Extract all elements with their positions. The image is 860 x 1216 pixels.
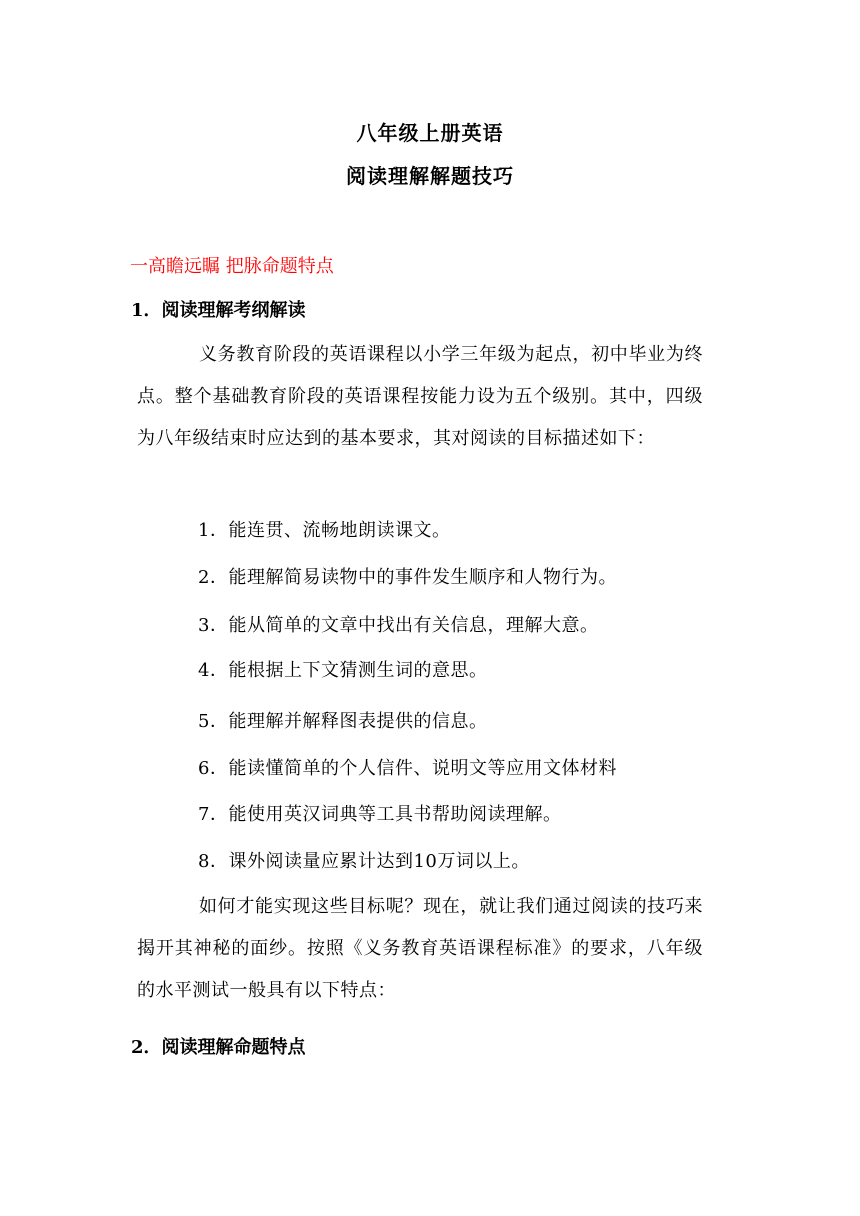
list-item: 7．能使用英汉词典等工具书帮助阅读理解。 [198,804,562,825]
list-item: 2．能理解简易读物中的事件发生顺序和人物行为。 [198,567,617,588]
document-subtitle: 阅读理解解题技巧 [346,164,514,188]
list-item: 8．课外阅读量应累计达到10万词以上。 [198,851,530,872]
list-item: 6．能读懂简单的个人信件、说明文等应用文体材料 [198,758,617,779]
list-item: 4．能根据上下文猜测生词的意思。 [198,660,488,681]
subheading-question-features: 2．阅读理解命题特点 [131,1037,306,1058]
document-title: 八年级上册英语 [356,121,504,145]
list-item: 3．能从简单的文章中找出有关信息，理解大意。 [198,615,599,636]
list-item: 5．能理解并解释图表提供的信息。 [198,711,488,732]
section-heading: 一高瞻远瞩 把脉命题特点 [130,256,334,277]
subheading-outline-interpretation: 1．阅读理解考纲解读 [131,300,306,321]
intro-paragraph: 义务教育阶段的英语课程以小学三年级为起点，初中毕业为终点。整个基础教育阶段的英语课程按能力设为五个级别。其中，四级为八年级结束时应达到的基本要求，其对阅读的目标描述如下： [137,344,703,449]
list-item: 1．能连贯、流畅地朗读课文。 [198,520,451,541]
transition-paragraph: 如何才能实现这些目标呢？现在，就让我们通过阅读的技巧来揭开其神秘的面纱。按照《义务教育英语课程标准》的要求，八年级的水平测试一般具有以下特点： [137,896,703,1001]
